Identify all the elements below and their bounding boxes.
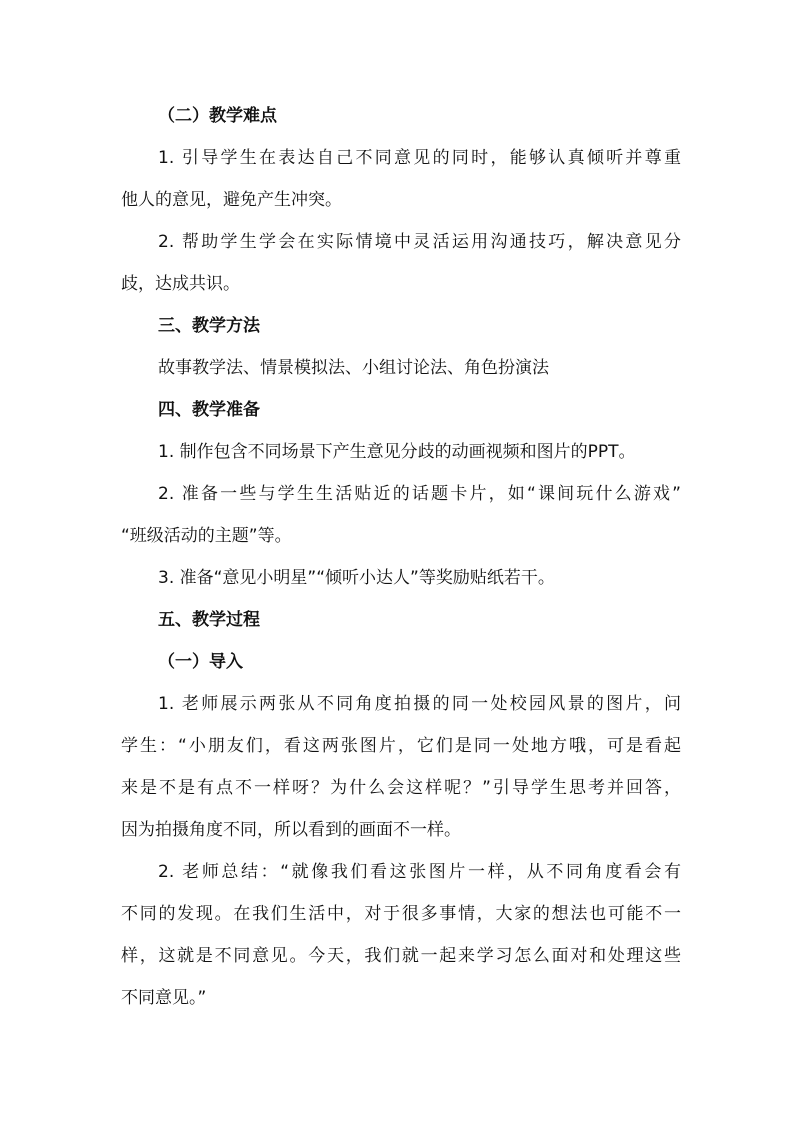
paragraph-line: 他人的意见，避免产生冲突。 [121,190,342,210]
paragraph-line: 1. 老师展示两张从不同角度拍摄的同一处校园风景的图片，问 [158,694,681,714]
paragraph-line: 来是不是有点不一样呀？为什么会这样呢？”引导学生思考并回答， [121,778,681,798]
paragraph-line: 因为拍摄角度不同，所以看到的画面不一样。 [121,820,461,840]
section-heading-teaching-preparation: 四、教学准备 [158,400,260,420]
paragraph-line: 不同意见。” [121,988,207,1008]
section-heading-teaching-methods: 三、教学方法 [158,316,260,336]
paragraph-line: 3. 准备“意见小明星”“倾听小达人”等奖励贴纸若干。 [158,568,555,588]
paragraph-line: 样，这就是不同意见。今天，我们就一起来学习怎么面对和处理这些 [121,946,681,966]
paragraph-line: “班级活动的主题”等。 [121,526,292,546]
paragraph-line: 歧，达成共识。 [121,274,240,294]
paragraph-line: 2. 老师总结：“就像我们看这张图片一样，从不同角度看会有 [158,862,681,882]
section-heading-teaching-difficulties: （二）教学难点 [158,106,277,126]
paragraph-line: 2. 帮助学生学会在实际情境中灵活运用沟通技巧，解决意见分 [158,232,681,252]
paragraph-line: 1. 引导学生在表达自己不同意见的同时，能够认真倾听并尊重 [158,148,681,168]
section-heading-teaching-process: 五、教学过程 [158,610,260,630]
paragraph-line: 2. 准备一些与学生生活贴近的话题卡片，如“课间玩什么游戏” [158,484,681,504]
document-body [121,101,681,1025]
paragraph-line: 1. 制作包含不同场景下产生意见分歧的动画视频和图片的PPT。 [158,442,636,462]
paragraph-line: 学生：“小朋友们，看这两张图片，它们是同一处地方哦，可是看起 [121,736,681,756]
paragraph-line: 不同的发现。在我们生活中，对于很多事情，大家的想法也可能不一 [121,904,681,924]
paragraph-line: 故事教学法、情景模拟法、小组讨论法、角色扮演法 [158,358,549,378]
section-heading-introduction: （一）导入 [158,652,243,672]
